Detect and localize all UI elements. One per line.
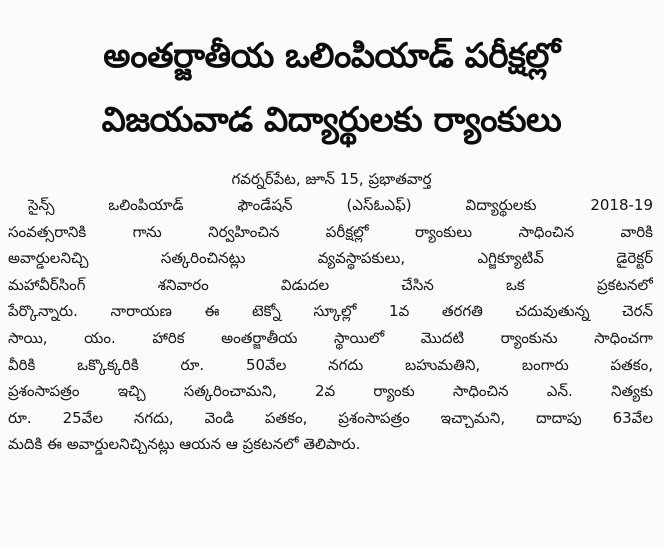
article-body xyxy=(8,192,653,458)
body-line: సైన్స్ ఒలింపియాడ్ ఫౌండేషన్ (ఎస్ఓఎఫ్) విద్యార్థులకు 2018-19 xyxy=(28,196,653,214)
body-line: రూ. 25వేల నగదు, వెండి పతకం, ప్రశంసాపత్రం ఇచ్చామని, దాదాపు 63వేల xyxy=(8,408,653,427)
cropped-previous-text xyxy=(0,0,663,8)
body-line: మహావీర్‌సింగ్ శనివారం విడుదల చేసిన ఒక ప్రకటనలో xyxy=(8,275,653,294)
body-line: ప్రశంసాపత్రం ఇచ్చి సత్కరించామని, 2వ ర్యాంకు సాధించిన ఎన్. నిత్యకు xyxy=(8,382,653,401)
body-line: వీరికి ఒక్కొక్కరికి రూ. 50వేల నగదు బహుమతిని, బంగారు పతకం, xyxy=(8,355,653,374)
headline-line-1: అంతర్జాతీయ ఒలింపియాడ్ పరీక్షల్లో xyxy=(103,36,560,76)
body-line: పేర్కొన్నారు. నారాయణ ఈ టెక్నో స్కూల్లో 1వ తరగతి చదువుతున్న చెరన్ xyxy=(8,302,653,321)
body-line: సంవత్సరానికి గాను నిర్వహించిన పరీక్షల్లో ర్యాంకులు సాధించిన వారికి xyxy=(8,222,653,241)
body-line: సాయి, యం. హారిక అంతర్జాతీయ స్థాయిలో మొదటి ర్యాంకును సాధించగా xyxy=(8,328,653,347)
headline-line-2: విజయవాడ విద్యార్థులకు ర్యాంకులు xyxy=(101,100,562,140)
body-line: అవార్డులనిచ్చి సత్కరించినట్లు వ్యవస్థాపకులు, ఎగ్జిక్యూటివ్ డైరెక్టర్ xyxy=(8,249,653,268)
dateline: గవర్నర్‌పేట, జూన్ 15, ప్రభాతవార్త xyxy=(231,170,432,188)
body-line: మదికి ఈ అవార్డులనిచ్చినట్లు ఆయన ఆ ప్రకటనలో తెలిపారు. xyxy=(8,435,361,454)
